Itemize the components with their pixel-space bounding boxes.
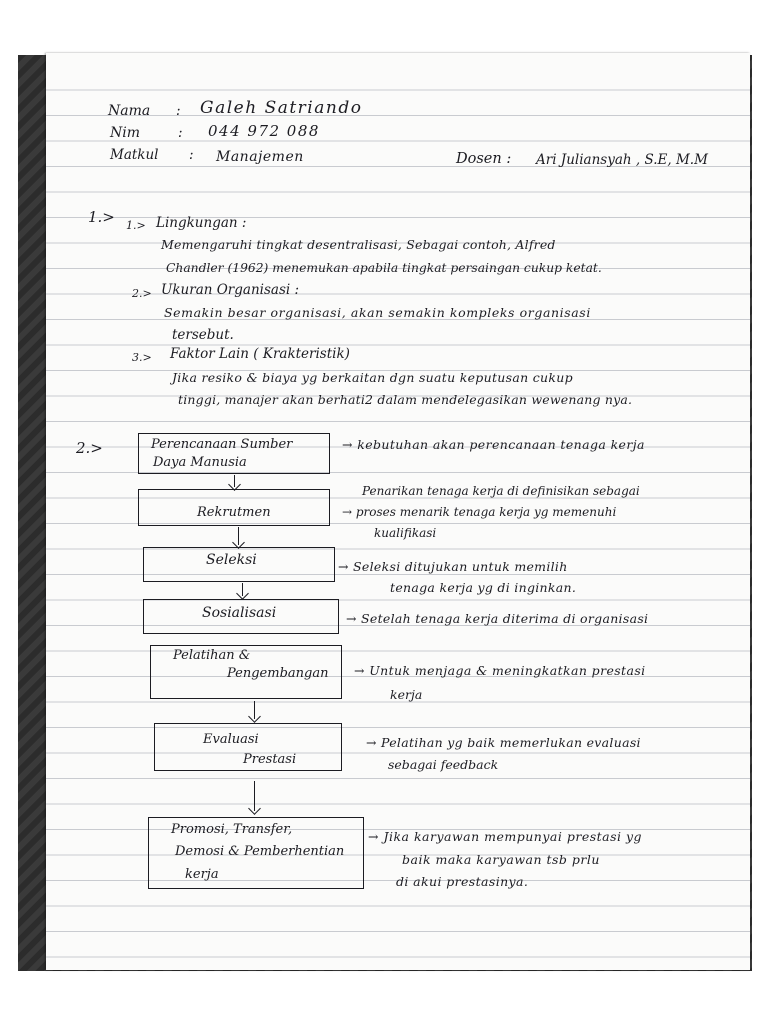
q1-item1-title: Lingkungan : xyxy=(156,215,247,231)
flow-box-rekrutmen-line1: Rekrutmen xyxy=(197,505,271,520)
nim-label: Nim xyxy=(110,125,141,141)
flow-desc-rekrutmen-line3: kualifikasi xyxy=(374,526,437,540)
dosen-label: Dosen : xyxy=(456,151,512,167)
q1-item1-line1: Memengaruhi tingkat desentralisasi, Sebagai contoh, Alfred xyxy=(161,237,556,252)
flow-box-sosialisasi-line1: Sosialisasi xyxy=(202,605,277,621)
flow-desc-promosi-line1: → Jika karyawan mempunyai prestasi yg xyxy=(368,829,643,844)
flow-arrow-3 xyxy=(242,583,243,596)
flow-arrow-5 xyxy=(254,781,255,811)
flow-box-pelatihan xyxy=(150,645,342,699)
matkul-value: Manajemen xyxy=(216,149,304,165)
nama-value: Galeh Satriando xyxy=(200,98,363,118)
flow-box-promosi-line3: kerja xyxy=(185,867,219,882)
flow-desc-pelatihan-line2: kerja xyxy=(390,687,423,702)
dosen-value: Ari Juliansyah , S.E, M.M xyxy=(536,152,708,168)
flow-box-promosi xyxy=(148,817,364,889)
q1-item2-title: Ukuran Organisasi : xyxy=(161,282,300,298)
q1-item2-line2: tersebut. xyxy=(172,327,234,343)
nama-separator: : xyxy=(176,103,181,119)
matkul-label: Matkul xyxy=(110,147,159,163)
flow-desc-rekrutmen-line1: Penarikan tenaga kerja di definisikan sebagai xyxy=(362,484,640,498)
q1-item1-line2: Chandler (1962) menemukan apabila tingkat persaingan cukup ketat. xyxy=(166,261,602,275)
flow-arrow-4 xyxy=(254,701,255,719)
flow-arrow-1 xyxy=(234,475,235,487)
flow-box-evaluasi-line2: Prestasi xyxy=(243,752,297,767)
flow-desc-promosi-line3: di akui prestasinya. xyxy=(396,874,529,889)
q1-item3-line2: tinggi, manajer akan berhati2 dalam mendelegasikan wewenang nya. xyxy=(178,392,633,407)
flow-box-seleksi xyxy=(143,547,335,582)
flow-box-sosialisasi xyxy=(143,599,339,634)
flow-box-evaluasi-line1: Evaluasi xyxy=(203,732,259,747)
lined-paper-page xyxy=(46,53,750,970)
flow-box-promosi-line2: Demosi & Pemberhentian xyxy=(175,844,345,859)
flow-box-perencanaan-line2: Daya Manusia xyxy=(153,455,247,470)
flow-box-pelatihan-line1: Pelatihan & xyxy=(173,648,251,663)
flow-box-promosi-line1: Promosi, Transfer, xyxy=(171,822,293,837)
q1-item2-line1: Semakin besar organisasi, akan semakin kompleks organisasi xyxy=(164,305,591,320)
flow-desc-evaluasi-line2: sebagai feedback xyxy=(388,757,499,772)
q2-number: 2.> xyxy=(76,439,103,457)
flow-box-pelatihan-line2: Pengembangan xyxy=(227,666,329,681)
nim-value: 044 972 088 xyxy=(208,122,320,140)
flow-desc-pelatihan-line1: → Untuk menjaga & meningkatkan prestasi xyxy=(354,663,646,678)
flow-desc-seleksi-line2: tenaga kerja yg di inginkan. xyxy=(390,580,577,595)
q1-number: 1.> xyxy=(88,208,115,226)
flow-desc-sosialisasi-line1: → Setelah tenaga kerja diterima di organisasi xyxy=(346,611,649,626)
flow-box-evaluasi xyxy=(154,723,342,771)
flow-desc-perencanaan-line1: → kebutuhan akan perencanaan tenaga kerja xyxy=(342,437,645,452)
flow-box-seleksi-line1: Seleksi xyxy=(206,552,257,568)
flow-box-rekrutmen xyxy=(138,489,330,526)
nama-label: Nama xyxy=(108,103,151,119)
flow-box-perencanaan-line1: Perencanaan Sumber xyxy=(151,437,293,452)
q1-item1-marker: 1.> xyxy=(126,219,146,232)
q1-item3-title: Faktor Lain ( Krakteristik) xyxy=(170,346,350,362)
matkul-separator: : xyxy=(189,147,194,163)
nim-separator: : xyxy=(178,125,183,141)
q1-item3-line1: Jika resiko & biaya yg berkaitan dgn suatu keputusan cukup xyxy=(172,370,573,385)
flow-desc-promosi-line2: baik maka karyawan tsb prlu xyxy=(402,852,600,867)
q1-item3-marker: 3.> xyxy=(132,351,152,364)
flow-desc-rekrutmen-line2: → proses menarik tenaga kerja yg memenuhi xyxy=(342,505,617,519)
flow-desc-evaluasi-line1: → Pelatihan yg baik memerlukan evaluasi xyxy=(366,735,641,750)
flow-desc-seleksi-line1: → Seleksi ditujukan untuk memilih xyxy=(338,559,568,574)
flow-box-perencanaan xyxy=(138,433,330,474)
q1-item2-marker: 2.> xyxy=(132,287,152,300)
flow-arrow-2 xyxy=(238,527,239,545)
